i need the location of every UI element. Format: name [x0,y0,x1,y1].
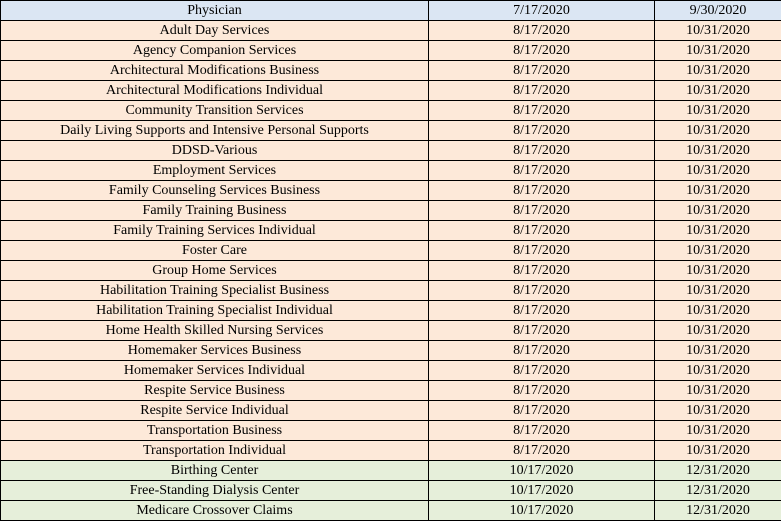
table-row [1,481,781,501]
provider-type-cell: Community Transition Services [1,101,429,121]
first-date-cell: 8/17/2020 [429,141,655,161]
table-row [1,41,781,61]
first-date-cell: 8/17/2020 [429,441,655,461]
second-date-cell: 12/31/2020 [655,481,781,501]
provider-type-cell: Habilitation Training Specialist Individual [1,301,429,321]
table-row [1,261,781,281]
table-row [1,21,781,41]
table-row [1,121,781,141]
table-row [1,341,781,361]
second-date-cell: 10/31/2020 [655,181,781,201]
first-date-cell: 8/17/2020 [429,81,655,101]
first-date-cell: 8/17/2020 [429,301,655,321]
first-date-cell: 8/17/2020 [429,41,655,61]
table-row [1,181,781,201]
second-date-cell: 10/31/2020 [655,341,781,361]
second-date-cell: 10/31/2020 [655,281,781,301]
second-date-cell: 10/31/2020 [655,21,781,41]
provider-type-cell: Family Counseling Services Business [1,181,429,201]
first-date-cell: 8/17/2020 [429,281,655,301]
first-date-cell: 8/17/2020 [429,201,655,221]
first-date-cell: 8/17/2020 [429,261,655,281]
first-date-cell: 8/17/2020 [429,421,655,441]
first-date-cell: 8/17/2020 [429,101,655,121]
second-date-cell: 10/31/2020 [655,401,781,421]
second-date-cell: 10/31/2020 [655,441,781,461]
table-row [1,241,781,261]
table-row [1,101,781,121]
provider-type-cell: DDSD-Various [1,141,429,161]
first-date-cell: 10/17/2020 [429,501,655,521]
first-date-cell: 8/17/2020 [429,241,655,261]
table-row [1,321,781,341]
provider-type-cell: Physician [1,1,429,21]
second-date-cell: 10/31/2020 [655,361,781,381]
second-date-cell: 10/31/2020 [655,241,781,261]
first-date-cell: 7/17/2020 [429,1,655,21]
table-row [1,381,781,401]
first-date-cell: 8/17/2020 [429,221,655,241]
second-date-cell: 10/31/2020 [655,321,781,341]
provider-type-cell: Respite Service Individual [1,401,429,421]
second-date-cell: 10/31/2020 [655,81,781,101]
second-date-cell: 10/31/2020 [655,261,781,281]
first-date-cell: 10/17/2020 [429,481,655,501]
first-date-cell: 8/17/2020 [429,161,655,181]
provider-type-cell: Employment Services [1,161,429,181]
provider-type-cell: Architectural Modifications Business [1,61,429,81]
provider-type-cell: Habilitation Training Specialist Business [1,281,429,301]
table-row [1,61,781,81]
second-date-cell: 10/31/2020 [655,141,781,161]
table-row [1,461,781,481]
second-date-cell: 9/30/2020 [655,1,781,21]
table-row [1,361,781,381]
second-date-cell: 10/31/2020 [655,221,781,241]
table-row [1,501,781,521]
provider-type-cell: Medicare Crossover Claims [1,501,429,521]
table-row [1,401,781,421]
first-date-cell: 10/17/2020 [429,461,655,481]
provider-type-cell: Family Training Services Individual [1,221,429,241]
provider-type-cell: Transportation Individual [1,441,429,461]
first-date-cell: 8/17/2020 [429,381,655,401]
table-row [1,421,781,441]
first-date-cell: 8/17/2020 [429,401,655,421]
second-date-cell: 10/31/2020 [655,381,781,401]
second-date-cell: 12/31/2020 [655,501,781,521]
table-row [1,141,781,161]
provider-type-cell: Family Training Business [1,201,429,221]
first-date-cell: 8/17/2020 [429,21,655,41]
provider-type-cell: Group Home Services [1,261,429,281]
provider-type-cell: Respite Service Business [1,381,429,401]
provider-type-cell: Foster Care [1,241,429,261]
table-row [1,221,781,241]
provider-type-cell: Birthing Center [1,461,429,481]
provider-type-cell: Free-Standing Dialysis Center [1,481,429,501]
provider-type-cell: Daily Living Supports and Intensive Personal Supports [1,121,429,141]
second-date-cell: 10/31/2020 [655,41,781,61]
provider-type-cell: Architectural Modifications Individual [1,81,429,101]
first-date-cell: 8/17/2020 [429,181,655,201]
second-date-cell: 10/31/2020 [655,421,781,441]
provider-type-cell: Adult Day Services [1,21,429,41]
table-row [1,281,781,301]
table-body [1,1,781,521]
table-row [1,201,781,221]
second-date-cell: 10/31/2020 [655,161,781,181]
table-row [1,301,781,321]
second-date-cell: 10/31/2020 [655,201,781,221]
second-date-cell: 10/31/2020 [655,101,781,121]
provider-type-cell: Home Health Skilled Nursing Services [1,321,429,341]
first-date-cell: 8/17/2020 [429,61,655,81]
first-date-cell: 8/17/2020 [429,121,655,141]
provider-type-cell: Homemaker Services Business [1,341,429,361]
second-date-cell: 10/31/2020 [655,301,781,321]
table-row [1,161,781,181]
provider-type-cell: Transportation Business [1,421,429,441]
second-date-cell: 10/31/2020 [655,61,781,81]
first-date-cell: 8/17/2020 [429,321,655,341]
table-row [1,441,781,461]
table-row [1,81,781,101]
provider-type-cell: Agency Companion Services [1,41,429,61]
first-date-cell: 8/17/2020 [429,361,655,381]
table-row [1,1,781,21]
second-date-cell: 10/31/2020 [655,121,781,141]
provider-type-cell: Homemaker Services Individual [1,361,429,381]
first-date-cell: 8/17/2020 [429,341,655,361]
second-date-cell: 12/31/2020 [655,461,781,481]
